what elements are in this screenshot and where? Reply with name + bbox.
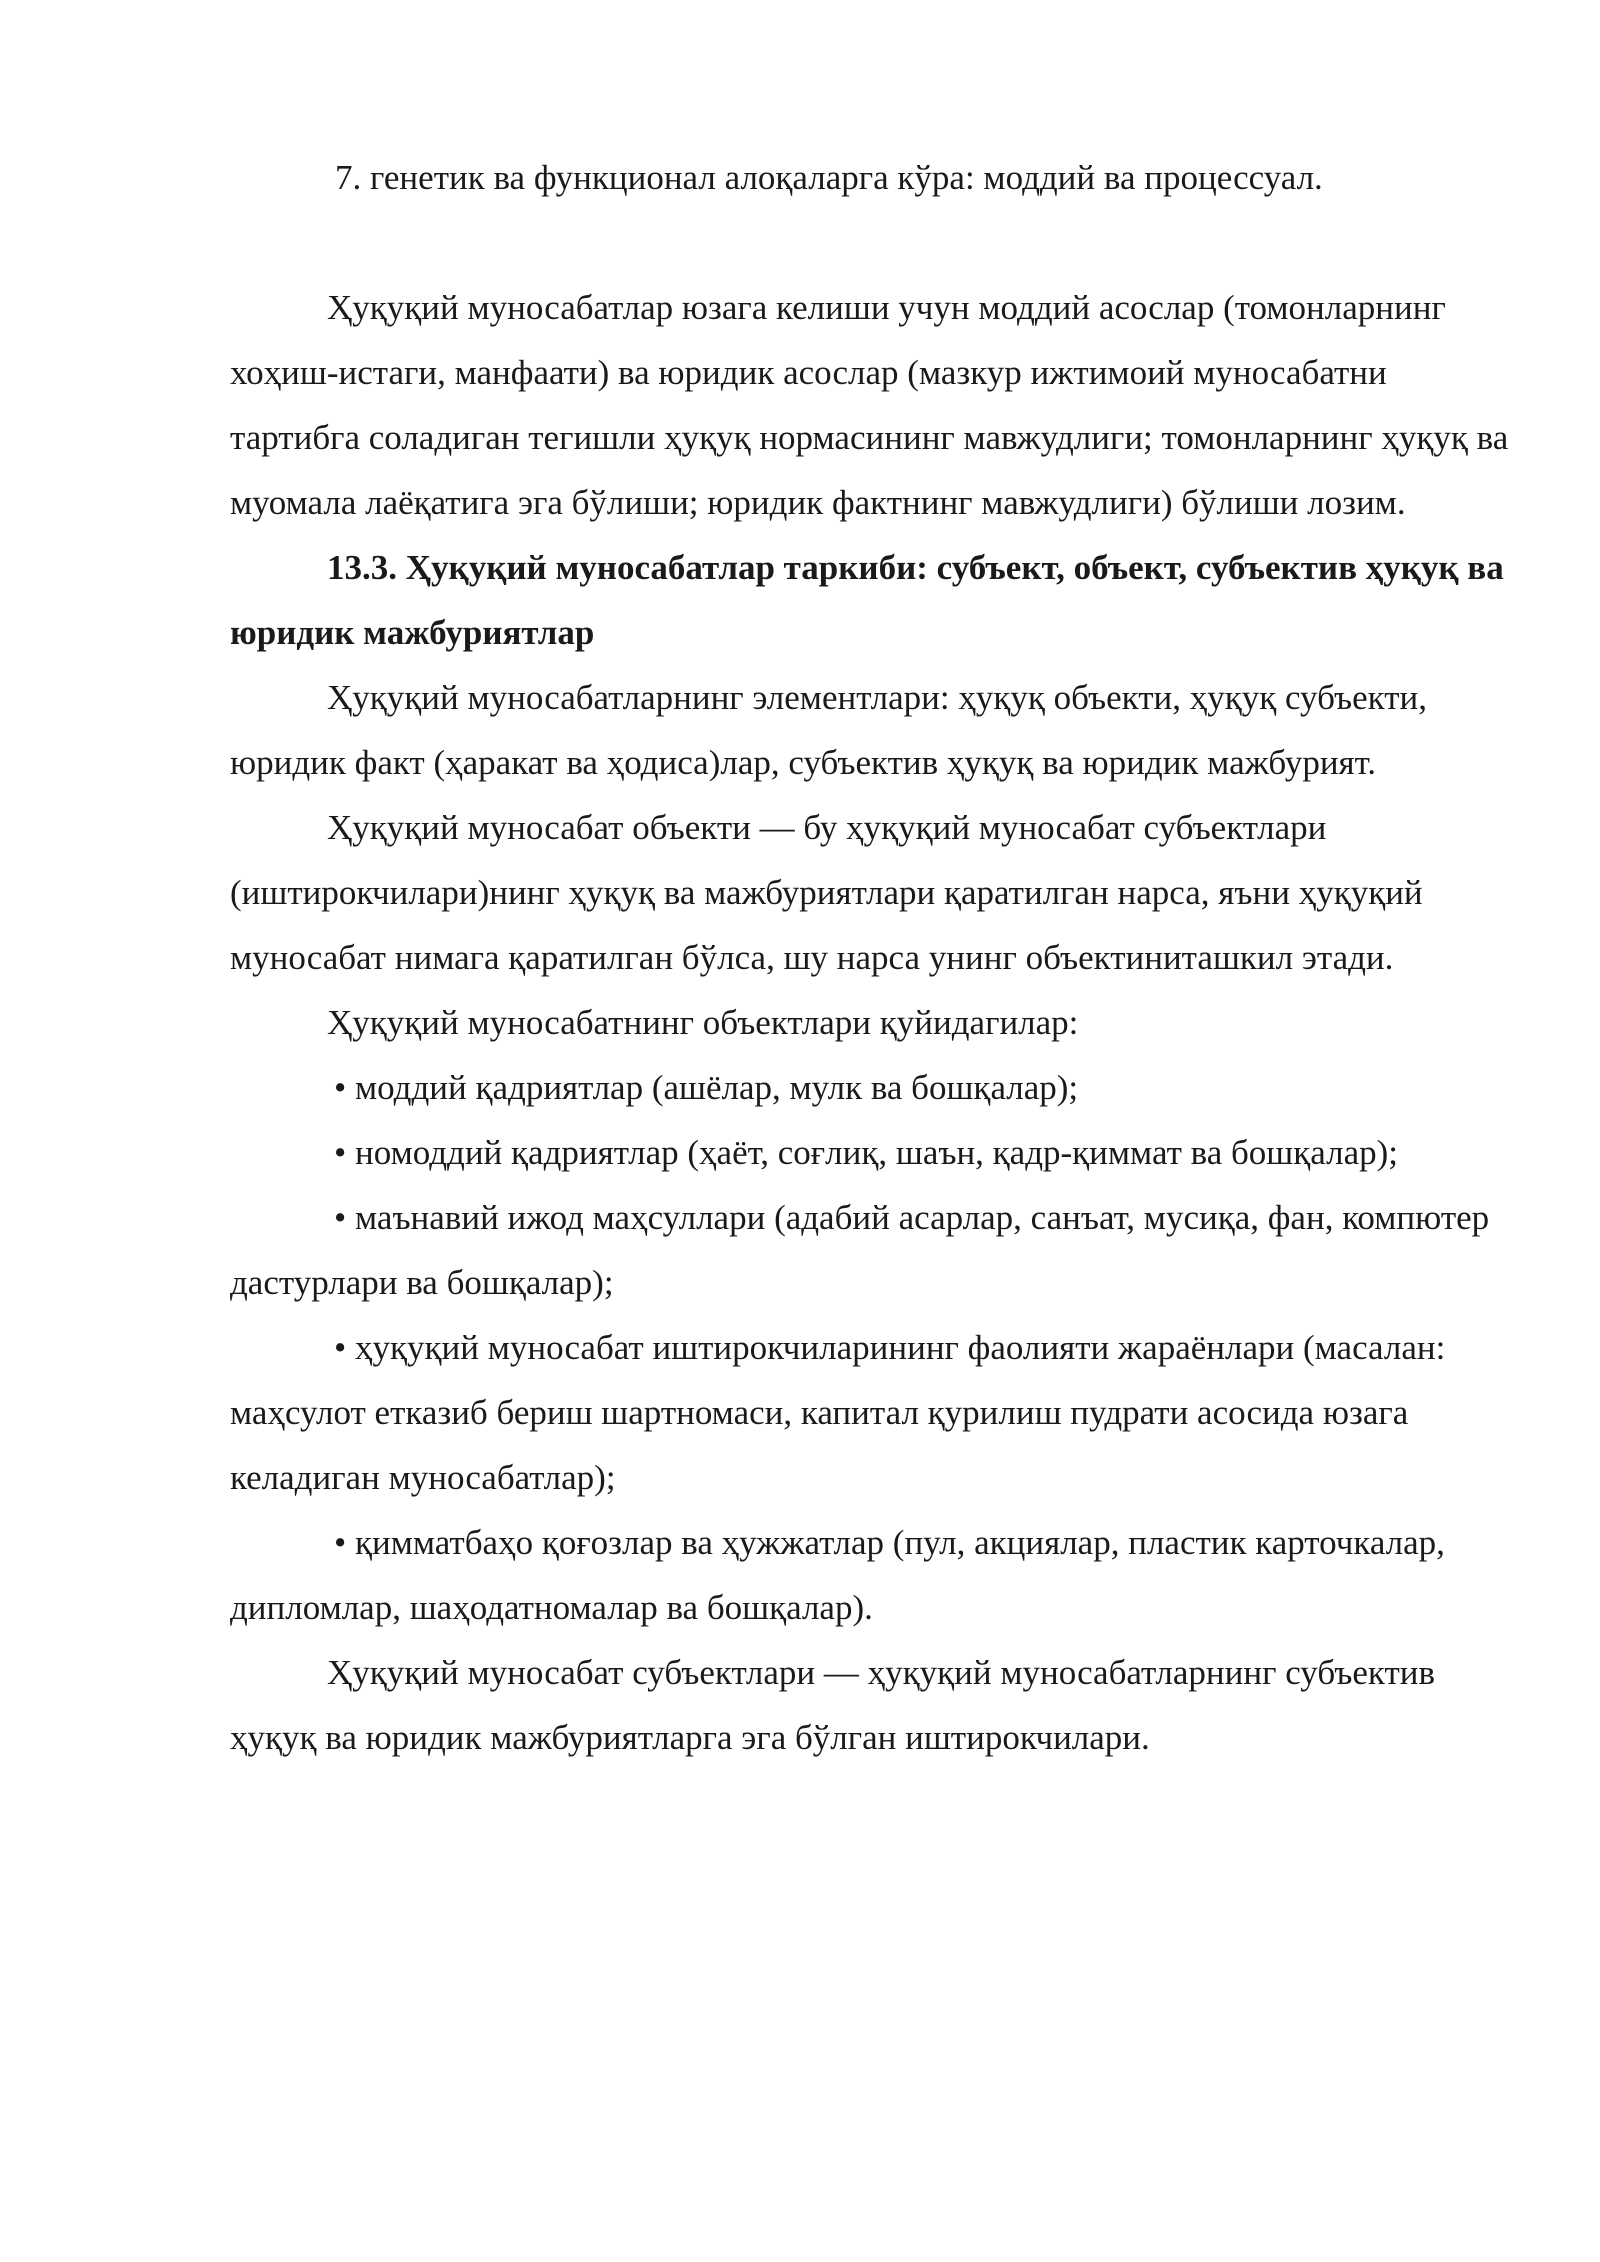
paragraph-elements: Ҳуқуқий муносабатларнинг элементлари: ҳуқуқ объекти, ҳуқуқ субъекти, юридик факт (ҳаракат ва ҳодиса)лар, субъектив ҳуқуқ ва юридик мажбурият.	[230, 678, 1427, 782]
bullet-activity-processes: • ҳуқуқий муносабат иштирокчиларининг фаолияти жараёнлари (масалан: маҳсулот етказиб бериш шартномаси, капитал қурилиш пудрати асосида юзага келадиган муносабатлар);	[230, 1328, 1446, 1497]
document-body	[230, 145, 1510, 1770]
paragraph-objects-intro: Ҳуқуқий муносабатнинг объектлари қуйидагилар:	[327, 1003, 1079, 1042]
bullet-creative-products: • маънавий ижод маҳсуллари (адабий асарлар, санъат, мусиқа, фан, компютер дастурлари ва бошқалар);	[230, 1198, 1490, 1302]
paragraph-object-definition: Ҳуқуқий муносабат объекти — бу ҳуқуқий муносабат субъектлари (иштирокчилари)нинг ҳуқуқ ва мажбуриятлари қаратилган нарса, яъни ҳуқуқий муносабат нимага қаратилган бўлса, шу нарса унинг объектиниташкил этади.	[230, 808, 1423, 977]
paragraph-subjects-definition: Ҳуқуқий муносабат субъектлари — ҳуқуқий муносабатларнинг субъектив ҳуқуқ ва юридик мажбуриятларга эга бўлган иштирокчилари.	[230, 1653, 1436, 1757]
bullet-immaterial-values: • номоддий қадриятлар (ҳаёт, соғлиқ, шаън, қадр-қиммат ва бошқалар);	[334, 1133, 1398, 1172]
section-heading: 13.3. Ҳуқуқий муносабатлар таркиби: субъект, объект, субъектив ҳуқуқ ва юридик мажбуриятлар	[230, 548, 1504, 652]
list-item-7: 7. генетик ва функционал алоқаларга кўра: моддий ва процессуал.	[335, 158, 1323, 197]
bullet-securities-documents: • қимматбаҳо қоғозлар ва ҳужжатлар (пул, акциялар, пластик карточкалар, дипломлар, шаҳодатномалар ва бошқалар).	[230, 1523, 1445, 1627]
paragraph-legal-basis: Ҳуқуқий муносабатлар юзага келиши учун моддий асослар (томонларнинг хоҳиш-истаги, манфаати) ва юридик асослар (мазкур ижтимоий муносабатни тартибга соладиган тегишли ҳуқуқ нормасининг мавжудлиги; томонларнинг ҳуқуқ ва муомала лаёқатига эга бўлиши; юридик фактнинг мавжудлиги) бўлиши лозим.	[230, 288, 1509, 522]
bullet-material-values: • моддий қадриятлар (ашёлар, мулк ва бошқалар);	[334, 1068, 1079, 1107]
